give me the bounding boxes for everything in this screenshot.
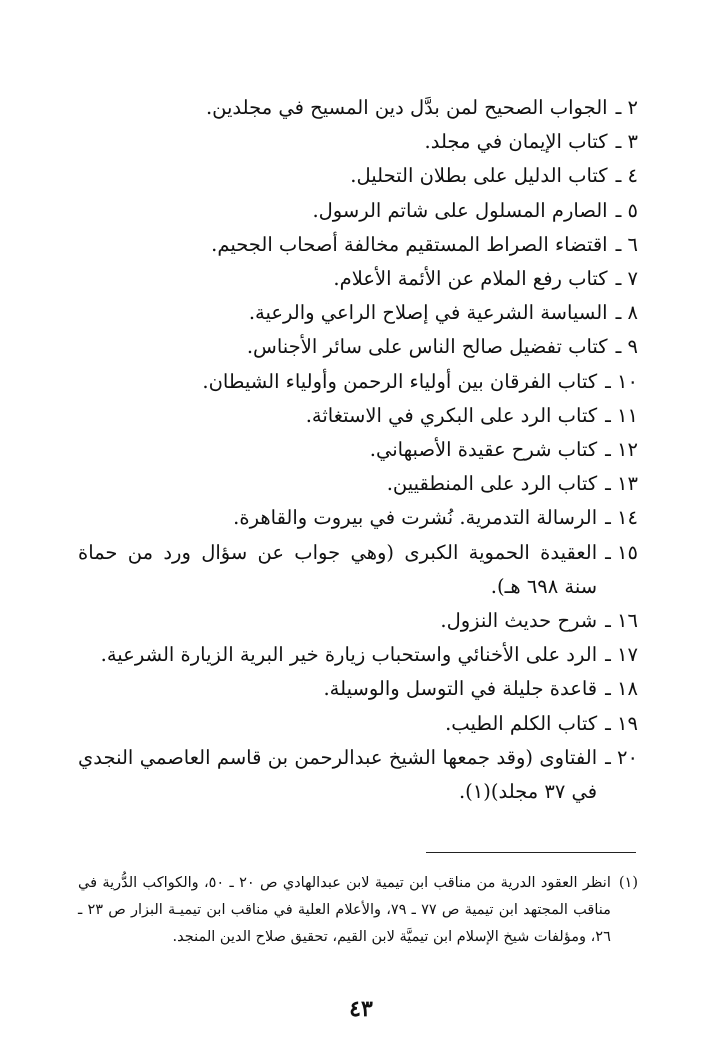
item-text: شرح حديث النزول.	[440, 609, 598, 633]
list-item	[78, 672, 638, 706]
item-number: ١٨ ـ	[605, 677, 638, 701]
item-number: ٦ ـ	[615, 232, 638, 256]
item-text: الرسالة التدمرية. نُشرت في بيروت والقاهرة.	[233, 506, 598, 530]
item-number: ١١ ـ	[605, 403, 638, 427]
item-text: كتاب الرد على المنطقيين.	[386, 472, 598, 496]
item-text: كتاب الإيمان في مجلد.	[424, 130, 608, 154]
list-item	[78, 707, 638, 741]
item-text: السياسة الشرعية في إصلاح الراعي والرعية.	[248, 301, 608, 325]
list-item	[78, 330, 638, 364]
item-text: كتاب رفع الملام عن الأئمة الأعلام.	[333, 267, 608, 291]
item-number: ٨ ـ	[615, 301, 638, 325]
list-item	[78, 399, 638, 433]
list-item	[78, 159, 638, 193]
works-list	[78, 91, 638, 809]
item-number: ٧ ـ	[615, 267, 638, 291]
footnote	[78, 870, 638, 951]
list-item	[78, 365, 638, 399]
list-item	[78, 741, 638, 809]
item-number: ١٥ ـ	[605, 540, 638, 564]
item-number: ١٣ ـ	[605, 472, 638, 496]
item-number: ٢٠ ـ	[605, 745, 638, 769]
item-text: كتاب تفضيل صالح الناس على سائر الأجناس.	[246, 335, 608, 359]
list-item	[78, 296, 638, 330]
item-number: ١٧ ـ	[605, 643, 638, 667]
item-number: ٥ ـ	[615, 198, 638, 222]
item-text: كتاب الرد على البكري في الاستغاثة.	[305, 403, 598, 427]
item-text: الرد على الأخنائي واستحباب زيارة خير البرية الزيارة الشرعية.	[100, 643, 598, 667]
item-text: الجواب الصحيح لمن بدَّل دين المسيح في مجلدين.	[205, 96, 608, 119]
footnote-text: انظر العقود الدرية من مناقب ابن تيمية لابن عبدالهادي ص ٢٠ ـ ٥٠، والكواكب الدُّرية في مناقب المجتهد ابن تيمية ص ٧٧ ـ ٧٩، والأعلام العلية في مناقب ابن تيميـة البزار ص ٢٣ ـ ٢٦، ومؤلفات شيخ الإسلام ابن تيميَّة لابن القيم، تحقيق صلاح الدين المنجد.	[78, 875, 611, 945]
list-item	[78, 228, 638, 262]
item-text: الفتاوى (وقد جمعها الشيخ عبدالرحمن بن قاسم العاصمي النجدي في ٣٧ مجلد)(١).	[78, 745, 598, 804]
page-number: ٤٣	[349, 996, 373, 1022]
item-text: كتاب الدليل على بطلان التحليل.	[350, 164, 608, 188]
list-item	[78, 501, 638, 535]
list-item	[78, 433, 638, 467]
item-number: ٤ ـ	[615, 164, 638, 188]
item-number: ٣ ـ	[615, 130, 638, 154]
list-item	[78, 125, 638, 159]
item-text: كتاب شرح عقيدة الأصبهاني.	[369, 438, 598, 462]
list-item	[78, 536, 638, 604]
list-item	[78, 604, 638, 638]
list-item	[78, 91, 638, 125]
item-text: كتاب الكلم الطيب.	[445, 711, 598, 735]
list-item	[78, 467, 638, 501]
item-text: الصارم المسلول على شاتم الرسول.	[312, 198, 608, 222]
footnote-separator	[426, 852, 636, 853]
list-item	[78, 638, 638, 672]
item-number: ٢ ـ	[615, 96, 638, 119]
item-text: اقتضاء الصراط المستقيم مخالفة أصحاب الجحيم.	[211, 232, 608, 256]
item-number: ١٤ ـ	[605, 506, 638, 530]
footnote-marker: (١)	[618, 875, 638, 891]
item-number: ٩ ـ	[615, 335, 638, 359]
item-text: العقيدة الحموية الكبرى (وهي جواب عن سؤال ورد من حماة سنة ٦٩٨ هـ).	[78, 540, 598, 598]
item-number: ١٠ ـ	[605, 369, 638, 393]
item-number: ١٩ ـ	[605, 711, 638, 735]
item-number: ١٢ ـ	[605, 438, 638, 462]
item-text: قاعدة جليلة في التوسل والوسيلة.	[323, 677, 598, 701]
item-text: كتاب الفرقان بين أولياء الرحمن وأولياء الشيطان.	[202, 369, 598, 393]
list-item	[78, 194, 638, 228]
list-item	[78, 262, 638, 296]
item-number: ١٦ ـ	[605, 609, 638, 633]
